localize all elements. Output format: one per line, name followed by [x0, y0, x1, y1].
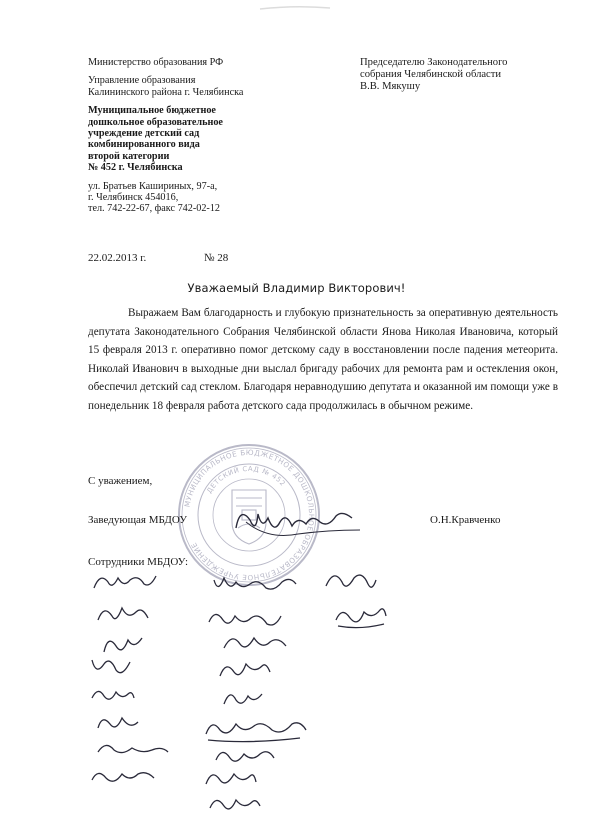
sender-block: [88, 57, 328, 215]
staff-signature-14: [200, 712, 310, 744]
addressee-line-3: В.В. Мякушу: [360, 81, 421, 93]
staff-signature-19: [204, 790, 264, 818]
addressee-line-2: собрания Челябинской области: [360, 69, 502, 81]
staff-signature-11: [88, 682, 138, 708]
stamp-outer-text: МУНИЦИПАЛЬНОЕ БЮДЖЕТНОЕ ДОШКОЛЬНОЕ ОБРАЗОВАТЕЛЬНОЕ УЧРЕЖДЕНИЕ: [182, 447, 317, 583]
institution-line-5: второй категории: [88, 150, 170, 162]
staff-signature-4: [92, 598, 152, 628]
letter-number: № 28: [204, 252, 229, 264]
ministry-line: Министерство образования РФ: [88, 57, 224, 68]
salutation: Уважаемый Владимир Викторович!: [187, 281, 406, 295]
department-line-2: Калининского района г. Челябинска: [88, 86, 244, 98]
staff-signature-17: [88, 762, 158, 790]
staff-signature-15: [92, 736, 172, 764]
department-line-1: Управление образования: [88, 75, 196, 87]
address-line-2: г. Челябинск 454016,: [88, 192, 179, 204]
scan-top-mark: [255, 0, 335, 10]
staff-signature-18: [200, 764, 260, 792]
addressee-block: [360, 57, 570, 94]
institution-line-2: дошкольное образовательное: [88, 116, 223, 128]
staff-label: Сотрудники МБДОУ:: [88, 556, 189, 568]
head-name: О.Н.Кравченко: [430, 514, 501, 526]
institution-line-4: комбинированного вида: [88, 139, 200, 151]
address-line-1: ул. Братьев Кашириных, 97-а,: [88, 180, 218, 192]
closing: С уважением,: [88, 475, 153, 487]
phone-line: тел. 742-22-67, факс 742-02-12: [88, 203, 221, 215]
letter-body: Выражаем Вам благодарность и глубокую признательность за оперативную деятельность депутата Законодательного Собрания Челябинской области Янова Николая Ивановича, который 15 февраля 2013 г. оперативно помог детскому саду в восстановлении после падения метеорита. Николай Иванович в выходные дни выслал бригаду рабочих для ремонта рам и остекления окон, обеспечил детский сад стеклом. Благодаря неравнодушию депутата и оказанной им помощи уже в понедельник 18 февраля работа детского сада продолжилась в обычном режиме.: [88, 307, 558, 412]
addressee-line-1: Председателю Законодательного: [360, 57, 508, 68]
stamp-inner-text: ДЕТСКИЙ САД № 452: [205, 464, 287, 495]
staff-signature-1: [90, 568, 160, 596]
staff-signature-12: [218, 684, 268, 712]
staff-signature-9: [86, 652, 136, 680]
head-title: Заведующая МБДОУ: [88, 514, 188, 526]
institution-line-1: Муниципальное бюджетное: [88, 105, 216, 117]
institution-line-3: учреждение детский сад: [88, 128, 200, 140]
staff-signature-13: [92, 708, 142, 736]
head-signature: [228, 500, 368, 545]
staff-signature-10: [214, 654, 274, 684]
institution-line-6: № 452 г. Челябинска: [88, 162, 183, 174]
staff-signature-3: [320, 566, 380, 596]
staff-signature-2: [210, 570, 300, 598]
letter-date: 22.02.2013 г.: [88, 252, 147, 264]
staff-signature-6: [330, 600, 390, 632]
